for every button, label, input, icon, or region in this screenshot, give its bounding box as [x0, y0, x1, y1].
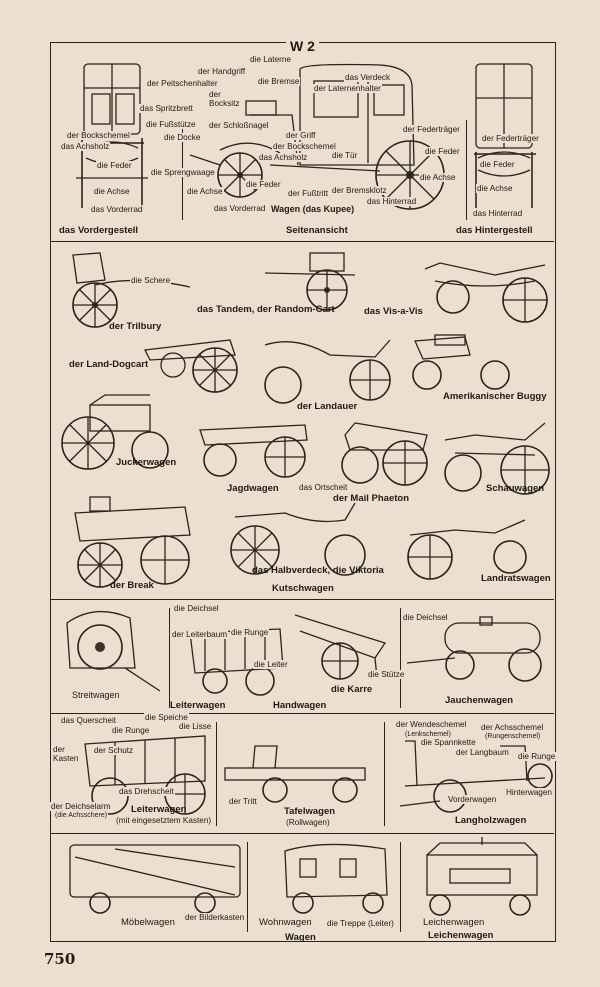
caption-landauer: der Landauer — [297, 401, 358, 412]
label-der-kasten: der — [53, 745, 65, 754]
label-achse-c: die Achse — [187, 187, 223, 196]
label-achse-rc: die Achse — [420, 173, 456, 182]
label-deichsel-1: die Deichsel — [174, 604, 219, 613]
caption-leiterwagen-2: Leiterwagen — [131, 804, 187, 815]
label-querscheit: das Querscheit — [61, 716, 117, 725]
label-tritt: der Tritt — [229, 797, 257, 806]
label-docke: die Docke — [164, 133, 201, 142]
label-treppe: die Treppe (Leiter) — [327, 919, 394, 928]
caption-mit-kasten: (mit eingesetztem Kasten) — [116, 816, 212, 825]
rule-bottom — [50, 833, 554, 834]
bottom-row-drawings — [55, 837, 550, 917]
caption-landratswagen: Landratswagen — [481, 573, 551, 584]
label-lisse: die Lisse — [179, 722, 212, 731]
rule-mid — [50, 599, 554, 600]
caption-leichenwagen-1: Leichenwagen — [423, 917, 485, 928]
label-kasten: Kasten — [53, 754, 79, 763]
label-feder-r2: die Feder — [480, 160, 515, 169]
label-achse-l: die Achse — [94, 187, 130, 196]
caption-moebelwagen: Möbelwagen — [121, 917, 175, 928]
label-sprengwaage: die Sprengwaage — [151, 168, 215, 177]
label-bocksitz: Bocksitz — [209, 99, 240, 108]
label-achsholz-l: das Achsholz — [61, 142, 110, 151]
label-spritzbrett: das Spritzbrett — [140, 104, 193, 113]
rule-lower — [50, 713, 554, 714]
caption-land-dogcart: der Land-Dogcart — [69, 359, 149, 370]
label-stuetze: die Stütze — [368, 670, 405, 679]
label-handgriff: der Handgriff — [198, 67, 246, 76]
caption-tafelwagen: Tafelwagen — [284, 806, 336, 817]
label-achsschere: (die Achsschere) — [55, 812, 108, 819]
caption-leichenwagen-2: Leichenwagen — [428, 930, 494, 941]
caption-trilbury: der Trilbury — [109, 321, 162, 332]
label-federtraeger-2: der Federträger — [482, 134, 539, 143]
label-bremsklotz: der Bremsklotz — [332, 186, 387, 195]
label-feder-l: die Feder — [97, 161, 132, 170]
caption-mail-phaeton: der Mail Phaeton — [333, 493, 410, 504]
label-rungenschemel: (Rungenschemel) — [485, 733, 541, 740]
label-bremse: die Bremse — [258, 77, 300, 86]
caption-viktoria: das Halbverdeck, die Viktoria — [252, 565, 384, 576]
caption-wagen: Wagen — [285, 932, 316, 943]
caption-buggy: Amerikanischer Buggy — [443, 391, 547, 402]
caption-leiterwagen-1: Leiterwagen — [170, 700, 226, 711]
label-speiche: die Speiche — [145, 713, 188, 722]
caption-wagen-kupee: Wagen (das Kupee) — [271, 204, 355, 214]
label-vorderrad-c: das Vorderrad — [214, 204, 266, 213]
label-lenkschemel: (Lenkschemel) — [405, 731, 451, 738]
label-leiter: die Leiter — [254, 660, 288, 669]
label-spannkette: die Spannkette — [421, 738, 476, 747]
caption-vordergestell: das Vordergestell — [59, 225, 139, 236]
label-bockschemel-c: der Bockschemel — [273, 142, 336, 151]
label-drehscheit: das Drehscheit — [119, 787, 174, 796]
label-vorderwagen: Vorderwagen — [448, 795, 497, 804]
caption-kutschwagen: Kutschwagen — [272, 583, 334, 594]
label-peitschenhalter: der Peitschenhalter — [147, 79, 218, 88]
label-federtraeger-1: der Federträger — [403, 125, 460, 134]
caption-karre: die Karre — [331, 684, 373, 695]
label-deichselarm: der Deichselarm — [51, 802, 111, 811]
label-griff: der Griff — [286, 131, 316, 140]
label-runge-1: die Runge — [231, 628, 269, 637]
caption-juckerwagen: Juckerwagen — [116, 457, 177, 468]
label-hinterrad-c: das Hinterrad — [367, 197, 417, 206]
label-runge-3: die Runge — [518, 752, 556, 761]
label-bilderkasten: der Bilderkasten — [185, 913, 245, 922]
page-number: 750 — [44, 950, 76, 968]
label-hinterrad-r: das Hinterrad — [473, 209, 523, 218]
label-schutz: der Schutz — [94, 746, 134, 755]
label-laterne: die Laterne — [250, 55, 291, 64]
label-feder-c: die Feder — [246, 180, 281, 189]
caption-langholzwagen: Langholzwagen — [455, 815, 527, 826]
label-schlossnagel: der Schloßnagel — [209, 121, 269, 130]
label-runge-2: die Runge — [112, 726, 150, 735]
label-feder-r1: die Feder — [425, 147, 460, 156]
label-fussstuetze: die Fußstütze — [146, 120, 196, 129]
label-achsholz-c: das Achsholz — [259, 153, 308, 162]
kupee-drawing — [180, 55, 480, 215]
label-achsschemel: der Achsschemel — [481, 723, 544, 732]
label-tuer: die Tür — [332, 151, 358, 160]
caption-jauchenwagen: Jauchenwagen — [445, 695, 514, 706]
label-fusstritt: der Fußtritt — [288, 189, 329, 198]
label-der-bocksitz: der — [209, 90, 221, 99]
label-vorderrad-l: das Vorderrad — [91, 205, 143, 214]
label-bockschemel-l: der Bockschemel — [67, 131, 130, 140]
caption-schauwagen: Schauwagen — [486, 483, 545, 494]
caption-jagdwagen: Jagdwagen — [227, 483, 279, 494]
caption-wohnwagen: Wohnwagen — [259, 917, 312, 928]
section-mark: W 2 — [286, 38, 319, 54]
kutschwagen-drawings — [55, 245, 550, 595]
label-hinterwagen: Hinterwagen — [506, 788, 552, 797]
caption-break: der Break — [110, 580, 154, 591]
label-schere: die Schere — [131, 276, 171, 285]
caption-rollwagen: (Rollwagen) — [286, 818, 330, 827]
label-deichsel-2: die Deichsel — [403, 613, 448, 622]
caption-seitenansicht: Seitenansicht — [286, 225, 348, 236]
caption-vis-a-vis: das Vis-a-Vis — [364, 306, 423, 317]
label-langbaum: der Langbaum — [456, 748, 509, 757]
label-leiterbaum: der Leiterbaum — [172, 630, 228, 639]
caption-hintergestell: das Hintergestell — [456, 225, 533, 236]
label-wendeschemel: der Wendeschemel — [396, 720, 467, 729]
rule-top — [50, 241, 554, 242]
label-ortscheit: das Ortscheit — [299, 483, 348, 492]
caption-streitwagen: Streitwagen — [72, 690, 120, 700]
label-verdeck: das Verdeck — [345, 73, 391, 82]
caption-tandem: das Tandem, der Random-Cart — [197, 304, 335, 315]
caption-handwagen: Handwagen — [273, 700, 327, 711]
label-achse-r: die Achse — [477, 184, 513, 193]
label-laternenhalter: der Laternenhalter — [314, 84, 381, 93]
